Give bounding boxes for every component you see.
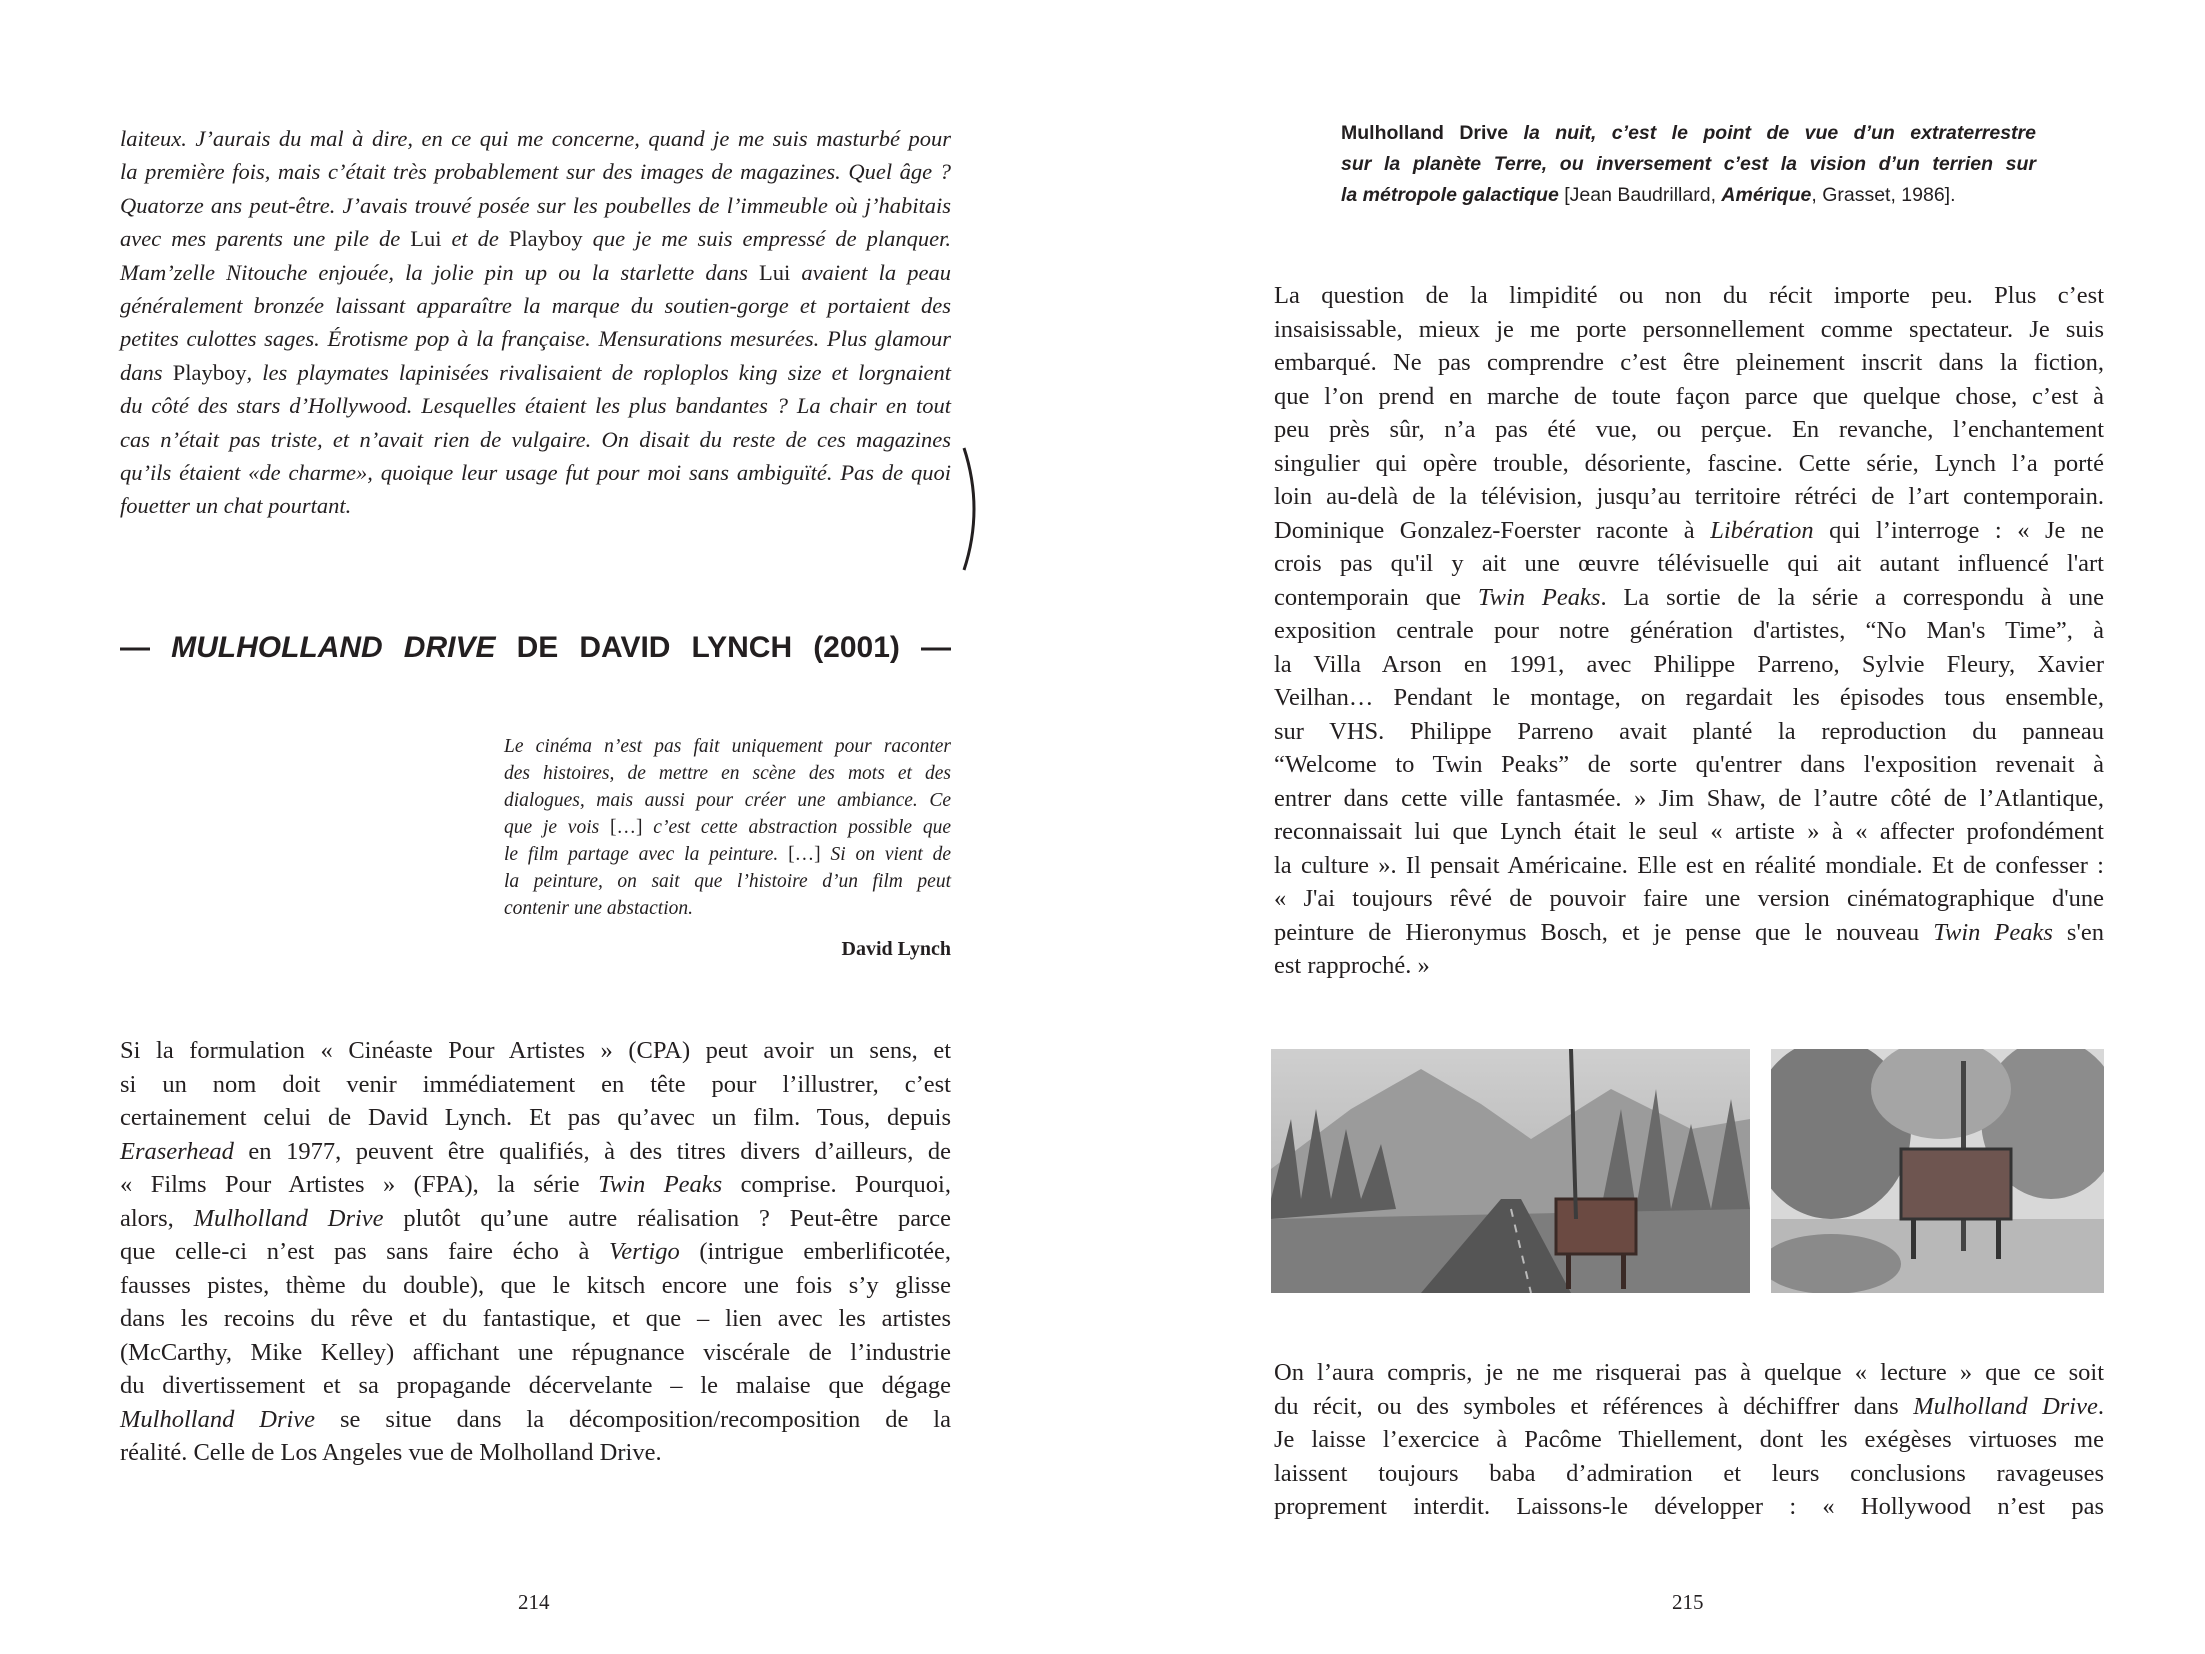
text-line — [1274, 614, 2104, 648]
styled-text-segment: Amérique — [1721, 184, 1812, 206]
text-segment: c’est cette abstraction possible que — [642, 817, 951, 838]
text-segment: Si on vient de — [820, 844, 951, 865]
text-line — [1274, 581, 2104, 615]
text-line — [1274, 1423, 2104, 1457]
text-segment: (intrigue emberlificotée, — [679, 1238, 951, 1265]
text-line — [120, 1068, 951, 1102]
styled-text-segment: Libération — [1710, 516, 1814, 544]
text-segment: la peinture, on sait que l’histoire d’un film peut — [504, 871, 951, 892]
text-line — [120, 356, 951, 389]
text-segment: alors, — [120, 1204, 194, 1232]
heading-prefix: — — [120, 631, 172, 664]
text-segment: Le cinéma n’est pas fait uniquement pour raconter — [504, 736, 951, 757]
left-body-text — [120, 1034, 951, 1470]
text-line — [120, 1436, 951, 1470]
text-segment: petites culottes sages. Érotisme pop à la française. Mensurations mesurées. Plus glamour — [120, 326, 951, 352]
text-line — [504, 895, 951, 922]
text-segment: fausses pistes, thème du double), que le kitsch encore une fois s’y glisse — [120, 1271, 951, 1299]
text-segment: Si la formulation « Cinéaste Pour Artistes » (CPA) peut avoir un sens, et — [120, 1037, 951, 1064]
styled-text-segment: Eraserhead — [120, 1137, 234, 1165]
text-line — [1274, 346, 2104, 380]
text-segment: laiteux. J’aurais du mal à dire, en ce qui me concerne, quand je me suis masturbé pour — [120, 126, 951, 151]
text-segment: le film partage avec la peinture. — [504, 844, 789, 865]
text-segment: singulier qui opère trouble, désoriente, fascine. Cette série, Lynch l’a porté — [1274, 449, 2104, 477]
text-segment: se situe dans la décomposition/recomposition de la — [315, 1405, 951, 1433]
text-line — [1274, 681, 2104, 715]
text-line — [1341, 118, 2036, 149]
text-segment: la Villa Arson en 1991, avec Philippe Parreno, Sylvie Fleury, Xavier — [1274, 650, 2104, 678]
text-line — [1274, 916, 2104, 950]
text-line — [1274, 313, 2104, 347]
twin-peaks-sign-photo — [1271, 1049, 1750, 1293]
text-line — [504, 868, 951, 895]
text-segment: des histoires, de mettre en scène des mots et des — [504, 763, 951, 784]
styled-text-segment: […] — [788, 844, 821, 865]
styled-text-segment: , Grasset, 1986]. — [1811, 184, 1956, 206]
text-line — [120, 389, 951, 422]
text-segment: certainement celui de David Lynch. Et pas qu’avec un film. Tous, depuis — [120, 1104, 951, 1131]
styled-text-segment: [Jean Baudrillard, — [1558, 184, 1722, 206]
text-line — [120, 1403, 951, 1437]
text-segment: Quatorze ans peut-être. J’avais trouvé posée sur les poubelles de l’immeuble où j’habitais — [120, 192, 951, 218]
text-line — [504, 787, 951, 814]
text-line — [1274, 782, 2104, 816]
text-line — [1274, 1356, 2104, 1390]
text-line — [120, 1202, 951, 1236]
text-segment: Je laisse l’exercice à Pacôme Thiellement, dont les exégèses virtuoses me — [1274, 1426, 2104, 1453]
styled-text-segment: Playboy — [508, 226, 583, 252]
text-segment: contenir une abstaction. — [504, 898, 694, 919]
text-line — [1274, 480, 2104, 514]
text-segment: On l’aura compris, je ne me risquerai pas à quelque « lecture » que ce soit — [1274, 1359, 2104, 1386]
text-line — [1274, 748, 2104, 782]
text-segment: sur VHS. Philippe Parreno avait planté la reproduction du panneau — [1274, 717, 2104, 745]
text-line — [120, 155, 951, 188]
text-line — [120, 1101, 951, 1135]
text-segment: comprise. Pourquoi, — [722, 1171, 951, 1198]
text-line — [120, 1135, 951, 1169]
text-segment: s'en — [2052, 918, 2104, 946]
text-segment: , les playmates lapinisées rivalisaient de roploplos king size et lorgnaient — [246, 359, 951, 385]
text-segment: Dominique Gonzalez-Foerster raconte à — [1274, 516, 1711, 544]
text-segment: “Welcome to Twin Peaks” de sorte qu'entrer dans l'exposition revenait à — [1274, 751, 2104, 778]
text-segment: laissent toujours baba d’admiration et leurs conclusions ravageuses — [1274, 1459, 2104, 1487]
text-segment: du récit, ou des symboles et références à déchiffrer dans — [1274, 1392, 1914, 1420]
quote-attribution: David Lynch — [841, 938, 951, 960]
text-line — [1341, 149, 2036, 180]
styled-text-segment: Mulholland Drive — [120, 1405, 316, 1433]
text-segment: entrer dans cette ville fantasmée. » Jim Shaw, de l’autre côté de l’Atlantique, — [1274, 784, 2104, 812]
text-segment: embarqué. Ne pas comprendre c’est être pleinement inscrit dans la fiction, — [1274, 349, 2104, 376]
text-line — [504, 760, 951, 787]
text-line — [120, 489, 951, 522]
text-line — [120, 122, 951, 155]
text-segment: la première fois, mais c’était très probablement sur des images de magazines. Quel âge ? — [120, 159, 951, 185]
text-segment: exposition centrale pour notre génération d'artistes, “No Man's Time”, à — [1274, 617, 2104, 644]
text-segment: la culture ». Il pensait Américaine. Elle est en réalité mondiale. Et de confesser : — [1274, 851, 2104, 879]
text-segment: généralement bronzée laissant apparaître la marque du soutien-gorge et portaient des — [120, 293, 951, 319]
italic-excerpt — [120, 122, 951, 523]
text-line — [120, 1369, 951, 1403]
text-line — [1274, 882, 2104, 916]
text-segment: dans les recoins du rêve et du fantastique, et que – lien avec les artistes — [120, 1305, 951, 1332]
text-segment: si un nom doit venir immédiatement en tête pour l’illustrer, c’est — [120, 1070, 951, 1098]
closing-bracket-ornament — [958, 446, 988, 572]
text-segment: que celle-ci n’est pas sans faire écho à — [120, 1238, 609, 1265]
text-segment: reconnaissait lui que Lynch était le seul « artiste » à « affecter profondément — [1274, 818, 2104, 845]
text-segment: et de — [441, 226, 509, 252]
text-segment: avaient la peau — [790, 259, 952, 285]
styled-text-segment: Playboy — [172, 359, 247, 385]
text-segment: qui l’interroge : « Je ne — [1813, 516, 2105, 544]
text-line — [1274, 447, 2104, 481]
twin-peaks-sign-exhibition-photo — [1771, 1049, 2104, 1293]
text-segment: peinture de Hieronymus Bosch, et je pense que le nouveau — [1274, 918, 1934, 946]
right-body-text-continued — [1274, 1356, 2104, 1524]
styled-text-segment: Mulholland Drive — [1341, 122, 1509, 144]
text-line — [120, 1034, 951, 1068]
styled-text-segment: Lui — [758, 259, 791, 285]
text-line — [1274, 949, 2104, 983]
text-line — [1274, 380, 2104, 414]
text-segment: en 1977, peuvent être qualifiés, à des titres divers d’ailleurs, de — [233, 1137, 951, 1165]
text-line — [1274, 815, 2104, 849]
text-segment: . La sortie de la série a correspondu à une — [1600, 583, 2104, 611]
text-line — [120, 289, 951, 322]
text-segment: Mam’zelle Nitouche enjouée, la jolie pin up ou la starlette dans — [120, 259, 759, 285]
styled-text-segment: Vertigo — [608, 1238, 680, 1265]
text-line — [120, 1336, 951, 1370]
text-segment: plutôt qu’une autre réalisation ? Peut-être parce — [383, 1204, 952, 1232]
text-segment: la métropole galactique — [1341, 184, 1559, 206]
text-line — [120, 322, 951, 355]
styled-text-segment: Mulholland Drive — [1913, 1392, 2098, 1420]
text-line — [1274, 1490, 2104, 1524]
styled-text-segment: Lui — [410, 226, 442, 252]
text-line — [1274, 547, 2104, 581]
styled-text-segment: Twin Peaks — [598, 1171, 723, 1198]
text-line — [1274, 1457, 2104, 1491]
text-segment: du côté des stars d’Hollywood. Lesquelles étaient les plus bandantes ? La chair en tout — [120, 393, 951, 419]
text-line — [120, 222, 951, 255]
text-line — [1274, 413, 2104, 447]
text-line — [1274, 279, 2104, 313]
text-segment: que l’on prend en marche de toute façon parce que quelque chose, c’est à — [1274, 382, 2104, 410]
text-segment: peu près sûr, n’a pas été vue, ou perçue. En revanche, l’enchantement — [1274, 416, 2104, 443]
text-line — [120, 423, 951, 456]
heading-suffix: DE DAVID LYNCH (2001) — — [495, 631, 951, 664]
text-line — [1274, 715, 2104, 749]
text-line — [1341, 180, 2036, 211]
right-body-text — [1274, 279, 2104, 983]
text-segment: avec mes parents une pile de — [120, 226, 411, 252]
text-segment: « Films Pour Artistes » (FPA), la série — [120, 1171, 599, 1198]
text-segment: que je me suis empressé de planquer. — [582, 226, 951, 252]
text-segment: La question de la limpidité ou non du récit importe peu. Plus c’est — [1274, 282, 2104, 309]
text-segment: cas n’était pas triste, et n’avait rien de vulgaire. On disait du reste de ces magazines — [120, 426, 951, 452]
text-line — [504, 841, 951, 868]
text-segment: « J'ai toujours rêvé de pouvoir faire une version cinématographique d'une — [1274, 885, 2104, 912]
text-line — [120, 1269, 951, 1303]
page-number-left: 214 — [518, 1590, 550, 1614]
text-segment: du divertissement et sa propagande décervelante – le malaise que dégage — [120, 1372, 951, 1399]
text-segment: est rapproché. » — [1274, 952, 1430, 979]
styled-text-segment: Twin Peaks — [1477, 583, 1601, 611]
text-line — [120, 456, 951, 489]
text-line — [504, 814, 951, 841]
text-segment: sur la planète Terre, ou inversement c’est la vision d’un terrien sur — [1341, 153, 2036, 175]
text-segment: Veilhan… Pendant le montage, on regardait les épisodes tous ensemble, — [1274, 684, 2104, 711]
text-segment: réalité. Celle de Los Angeles vue de Molholland Drive. — [120, 1439, 662, 1466]
text-line — [1274, 648, 2104, 682]
heading-film-title: MULHOLLAND DRIVE — [171, 631, 496, 664]
lynch-quote — [504, 733, 951, 922]
text-segment: contemporain que — [1274, 583, 1478, 611]
text-segment: dialogues, mais aussi pour créer une ambiance. Ce — [504, 790, 951, 811]
text-segment: proprement interdit. Laissons-le développer : « Hollywood n’est pas — [1274, 1493, 2104, 1520]
text-line — [120, 1168, 951, 1202]
text-segment: crois pas qu'il y ait une œuvre télévisuelle qui ait autant influencé l'art — [1274, 550, 2104, 577]
text-line — [1274, 1390, 2104, 1424]
text-line — [504, 733, 951, 760]
text-segment: qu’ils étaient «de charme», quoique leur usage fut pour moi sans ambiguïté. Pas de quoi — [120, 460, 951, 486]
text-segment: loin au-delà de la télévision, jusqu’au territoire rétréci de l’art contemporain. — [1274, 483, 2104, 510]
text-segment: la nuit, c’est le point de vue d’un extraterrestre — [1508, 122, 2036, 144]
text-segment: . — [2097, 1392, 2104, 1420]
text-line — [120, 189, 951, 222]
styled-text-segment: […] — [610, 817, 643, 838]
text-line — [120, 256, 951, 289]
text-segment: que je vois — [504, 817, 611, 838]
text-segment: insaisissable, mieux je me porte personnellement comme spectateur. Je suis — [1274, 315, 2104, 343]
text-line — [120, 1302, 951, 1336]
text-segment: fouetter un chat pourtant. — [120, 493, 352, 519]
baudrillard-epigraph — [1341, 118, 2036, 211]
styled-text-segment: Twin Peaks — [1933, 918, 2053, 946]
section-heading — [120, 626, 951, 670]
page-number-right: 215 — [1672, 1590, 1704, 1614]
text-line — [120, 1235, 951, 1269]
text-line — [1274, 849, 2104, 883]
styled-text-segment: Mulholland Drive — [193, 1204, 384, 1232]
text-segment: (McCarthy, Mike Kelley) affichant une répugnance viscérale de l’industrie — [120, 1338, 951, 1366]
text-line — [1274, 514, 2104, 548]
text-segment: dans — [120, 359, 173, 385]
